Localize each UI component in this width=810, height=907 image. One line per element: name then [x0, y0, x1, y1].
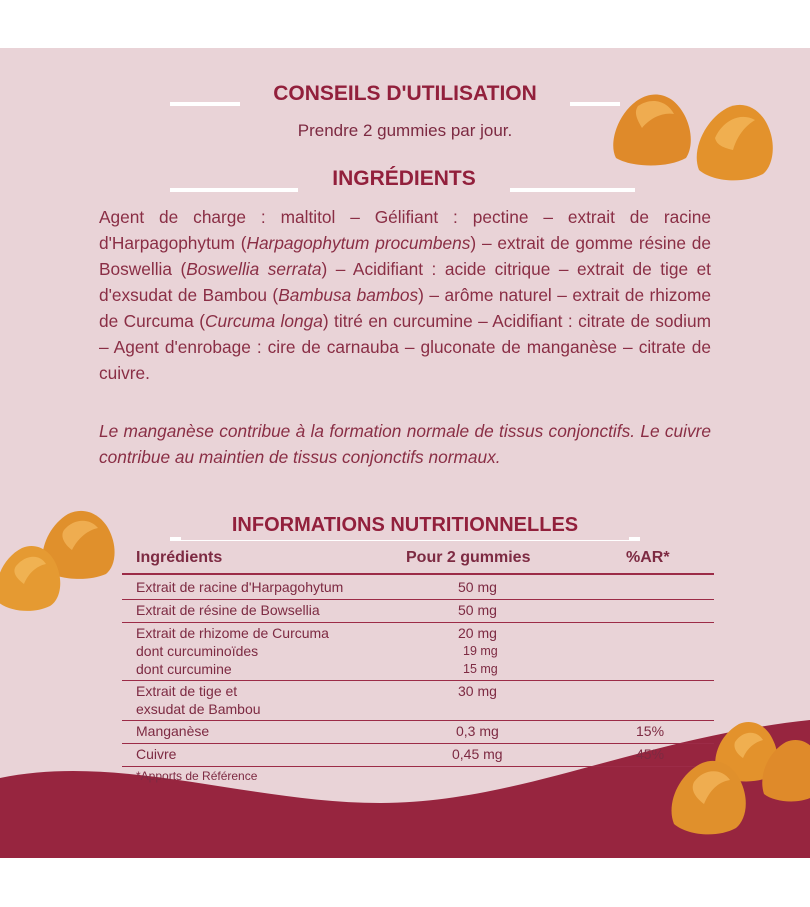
row-manganese-ar: 15%: [636, 723, 665, 739]
gummy-image-top-right: [693, 98, 778, 183]
row-harpagophytum-amount: 50 mg: [458, 579, 497, 595]
row-divider: [122, 599, 714, 600]
row-copper-ar: 45%: [636, 746, 665, 762]
row-divider: [122, 622, 714, 623]
row-boswellia-amount: 50 mg: [458, 602, 497, 618]
footnote: *Apports de Référence: [136, 769, 258, 783]
nutrition-title: INFORMATIONS NUTRITIONNELLES: [181, 510, 629, 540]
row-manganese-name: Manganèse: [136, 723, 210, 739]
row-curcumin-name: dont curcumine: [136, 661, 232, 677]
header-amount: Pour 2 gummies: [406, 549, 531, 566]
row-harpagophytum-name: Extrait de racine d'Harpagohytum: [136, 579, 344, 595]
header-ingredient: Ingrédients: [136, 549, 223, 566]
row-bamboo-name-line1: Extrait de tige et: [136, 683, 238, 699]
row-curcuma-name: Extrait de rhizome de Curcuma: [136, 625, 329, 641]
header-ar: %AR*: [626, 549, 670, 566]
row-copper-amount: 0,45 mg: [452, 746, 503, 762]
row-curcuminoids-name: dont curcuminoïdes: [136, 643, 259, 659]
row-divider: [122, 720, 714, 721]
row-curcumin-amount: 15 mg: [463, 662, 498, 676]
usage-text: Prendre 2 gummies par jour.: [297, 121, 513, 140]
row-curcuma-amount: 20 mg: [458, 625, 497, 641]
health-claims: Le manganèse contribue à la formation normale de tissus conjonctifs. Le cuivre contribue au maintien de tissus conjonctifs normaux.: [99, 421, 711, 467]
row-curcuminoids-amount: 19 mg: [463, 644, 498, 658]
ingredients-title: INGRÉDIENTS: [298, 164, 510, 194]
ingredients-list: Agent de charge : maltitol – Gélifiant : pectine – extrait de racine d'Harpagophytum (Harpagophytum procumbens) – extrait de gomme résine de Boswellia (Boswellia serrata) – Acidifiant : acide citrique – extrait de tige et d'exsudat de Bambou (Bambusa bambos) – arôme naturel – extrait de rhizome de Curcuma (Curcuma longa) titré en curcumine – Acidifiant : citrate de sodium – Agent d'enrobage : cire de carnauba – gluconate de manganèse – citrate de cuivre.: [99, 207, 712, 383]
usage-title: CONSEILS D'UTILISATION: [240, 79, 570, 109]
product-info-panel: [0, 48, 810, 858]
header-divider: [122, 573, 714, 575]
row-divider: [122, 743, 714, 744]
gummy-image-top-left: [608, 88, 698, 168]
row-boswellia-name: Extrait de résine de Bowsellia: [136, 602, 320, 618]
gummy-image-bottom-right-far: [760, 734, 810, 804]
row-bamboo-name-line2: exsudat de Bambou: [136, 701, 261, 717]
row-divider: [122, 680, 714, 681]
gummy-image-bottom-right-front: [668, 754, 748, 836]
row-copper-name: Cuivre: [136, 746, 177, 762]
row-divider: [122, 766, 714, 767]
gummy-image-left-bottom: [0, 538, 64, 614]
row-bamboo-amount: 30 mg: [458, 683, 497, 699]
row-manganese-amount: 0,3 mg: [456, 723, 499, 739]
